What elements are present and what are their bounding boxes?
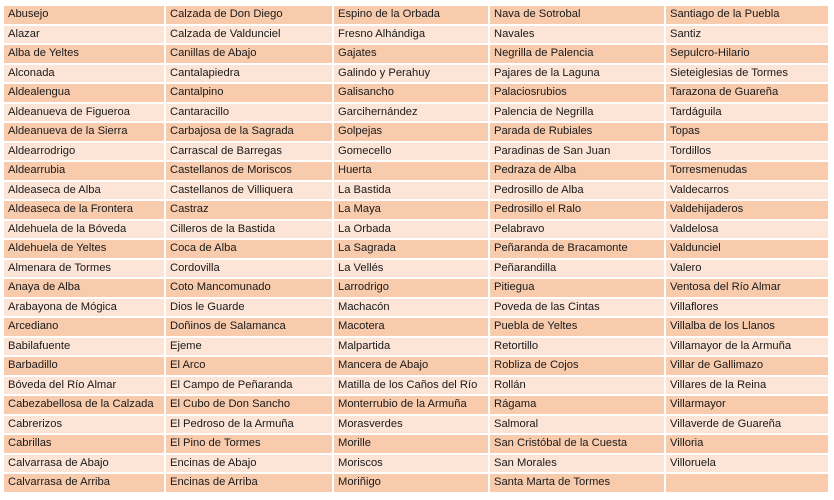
table-cell: Cantalpino (166, 84, 332, 102)
table-body (4, 6, 828, 492)
table-cell: Valdecarros (666, 182, 828, 200)
table-row (4, 104, 828, 122)
table-cell: Almenara de Tormes (4, 260, 164, 278)
table-cell: Salmoral (490, 416, 664, 434)
table-cell: Cordovilla (166, 260, 332, 278)
table-row (4, 455, 828, 473)
table-cell: La Maya (334, 201, 488, 219)
table-cell: Nava de Sotrobal (490, 6, 664, 24)
table-cell: Galisancho (334, 84, 488, 102)
table-row (4, 201, 828, 219)
table-cell: Retortillo (490, 338, 664, 356)
table-cell: Ejeme (166, 338, 332, 356)
table-cell: Navales (490, 26, 664, 44)
table-cell: La Vellés (334, 260, 488, 278)
table-cell: El Pino de Tormes (166, 435, 332, 453)
table-row (4, 396, 828, 414)
table-row (4, 260, 828, 278)
table-cell: Pelabravo (490, 221, 664, 239)
table-cell: Alba de Yeltes (4, 45, 164, 63)
table-cell: Gajates (334, 45, 488, 63)
table-cell: Puebla de Yeltes (490, 318, 664, 336)
table-cell: Morille (334, 435, 488, 453)
table-cell: Alconada (4, 65, 164, 83)
table-cell: Bóveda del Río Almar (4, 377, 164, 395)
table-cell: Moriñigo (334, 474, 488, 492)
table-row (4, 474, 828, 492)
table-cell: Valdehijaderos (666, 201, 828, 219)
table-cell: El Pedroso de la Armuña (166, 416, 332, 434)
table-cell: Cabrerizos (4, 416, 164, 434)
table-cell: Aldealengua (4, 84, 164, 102)
table-cell: Tarazona de Guareña (666, 84, 828, 102)
table-cell: Babilafuente (4, 338, 164, 356)
table-cell: Anaya de Alba (4, 279, 164, 297)
table-row (4, 279, 828, 297)
table-cell: Pedraza de Alba (490, 162, 664, 180)
table-row (4, 416, 828, 434)
table-cell: Encinas de Abajo (166, 455, 332, 473)
table-cell: Aldearrubia (4, 162, 164, 180)
table-cell (666, 474, 828, 492)
table-cell: El Arco (166, 357, 332, 375)
table-cell: Aldeaseca de Alba (4, 182, 164, 200)
table-cell: Topas (666, 123, 828, 141)
table-cell: Arcediano (4, 318, 164, 336)
table-cell: Doñinos de Salamanca (166, 318, 332, 336)
table-cell: Morasverdes (334, 416, 488, 434)
table-cell: Sieteiglesias de Tormes (666, 65, 828, 83)
table-cell: Calvarrasa de Abajo (4, 455, 164, 473)
table-cell: Cantalapiedra (166, 65, 332, 83)
table-cell: Arabayona de Mógica (4, 299, 164, 317)
table-cell: Peñaranda de Bracamonte (490, 240, 664, 258)
table-cell: Pedrosillo el Ralo (490, 201, 664, 219)
table-cell: Moriscos (334, 455, 488, 473)
table-row (4, 357, 828, 375)
table-cell: Matilla de los Caños del Río (334, 377, 488, 395)
table-cell: Aldehuela de la Bóveda (4, 221, 164, 239)
table-cell: Tordillos (666, 143, 828, 161)
table-cell: Aldeanueva de Figueroa (4, 104, 164, 122)
table-cell: Villares de la Reina (666, 377, 828, 395)
table-cell: Garcihernández (334, 104, 488, 122)
table-cell: Villarmayor (666, 396, 828, 414)
table-cell: La Bastida (334, 182, 488, 200)
table-cell: Robliza de Cojos (490, 357, 664, 375)
table-cell: Parada de Rubiales (490, 123, 664, 141)
table-cell: Villamayor de la Armuña (666, 338, 828, 356)
table-cell: Calvarrasa de Arriba (4, 474, 164, 492)
table-cell: Villaflores (666, 299, 828, 317)
table-cell: Cabezabellosa de la Calzada (4, 396, 164, 414)
table-row (4, 299, 828, 317)
table-row (4, 143, 828, 161)
table-cell: Torresmenudas (666, 162, 828, 180)
table-row (4, 318, 828, 336)
table-cell: Aldeanueva de la Sierra (4, 123, 164, 141)
municipality-table (2, 4, 830, 494)
table-cell: Valdelosa (666, 221, 828, 239)
table-cell: Palaciosrubios (490, 84, 664, 102)
table-cell: Alazar (4, 26, 164, 44)
table-cell: Valdunciel (666, 240, 828, 258)
table-cell: Castraz (166, 201, 332, 219)
table-cell: Valero (666, 260, 828, 278)
table-row (4, 377, 828, 395)
table-cell: Malpartida (334, 338, 488, 356)
table-row (4, 240, 828, 258)
table-cell: Villoria (666, 435, 828, 453)
table-cell: Paradinas de San Juan (490, 143, 664, 161)
table-cell: Santa Marta de Tormes (490, 474, 664, 492)
table-cell: Barbadillo (4, 357, 164, 375)
table-cell: Villaverde de Guareña (666, 416, 828, 434)
table-cell: Aldearrodrigo (4, 143, 164, 161)
table-row (4, 84, 828, 102)
table-cell: El Campo de Peñaranda (166, 377, 332, 395)
table-cell: Mancera de Abajo (334, 357, 488, 375)
table-cell: San Morales (490, 455, 664, 473)
table-row (4, 26, 828, 44)
table-cell: Palencia de Negrilla (490, 104, 664, 122)
table-cell: Golpejas (334, 123, 488, 141)
table-cell: Cantaracillo (166, 104, 332, 122)
table-cell: Gomecello (334, 143, 488, 161)
table-cell: Calzada de Valdunciel (166, 26, 332, 44)
table-cell: Santiz (666, 26, 828, 44)
table-cell: Macotera (334, 318, 488, 336)
table-row (4, 6, 828, 24)
table-cell: Sepulcro-Hilario (666, 45, 828, 63)
table-cell: Fresno Alhándiga (334, 26, 488, 44)
table-cell: Peñarandilla (490, 260, 664, 278)
table-row (4, 65, 828, 83)
table-cell: Aldehuela de Yeltes (4, 240, 164, 258)
table-cell: La Sagrada (334, 240, 488, 258)
table-cell: Huerta (334, 162, 488, 180)
table-cell: Cilleros de la Bastida (166, 221, 332, 239)
table-cell: Villoruela (666, 455, 828, 473)
table-cell: Monterrubio de la Armuña (334, 396, 488, 414)
table-cell: Coto Mancomunado (166, 279, 332, 297)
table-cell: Abusejo (4, 6, 164, 24)
table-row (4, 221, 828, 239)
table-cell: Carrascal de Barregas (166, 143, 332, 161)
table-cell: Castellanos de Villiquera (166, 182, 332, 200)
table-row (4, 45, 828, 63)
table-cell: Castellanos de Moriscos (166, 162, 332, 180)
table-cell: Villalba de los Llanos (666, 318, 828, 336)
table-cell: Pedrosillo de Alba (490, 182, 664, 200)
table-cell: Villar de Gallimazo (666, 357, 828, 375)
table-row (4, 338, 828, 356)
table-cell: Dios le Guarde (166, 299, 332, 317)
table-cell: El Cubo de Don Sancho (166, 396, 332, 414)
table-cell: Rágama (490, 396, 664, 414)
table-cell: Ventosa del Río Almar (666, 279, 828, 297)
table-cell: Tardáguila (666, 104, 828, 122)
table-row (4, 435, 828, 453)
table-cell: La Orbada (334, 221, 488, 239)
table-cell: Encinas de Arriba (166, 474, 332, 492)
table-cell: Negrilla de Palencia (490, 45, 664, 63)
table-cell: Espino de la Orbada (334, 6, 488, 24)
table-cell: Poveda de las Cintas (490, 299, 664, 317)
table-cell: Santiago de la Puebla (666, 6, 828, 24)
table-cell: Pajares de la Laguna (490, 65, 664, 83)
table-cell: Carbajosa de la Sagrada (166, 123, 332, 141)
table-cell: Canillas de Abajo (166, 45, 332, 63)
table-cell: Pitiegua (490, 279, 664, 297)
table-row (4, 162, 828, 180)
table-cell: Cabrillas (4, 435, 164, 453)
table-cell: Galindo y Perahuy (334, 65, 488, 83)
table-row (4, 182, 828, 200)
table-cell: Calzada de Don Diego (166, 6, 332, 24)
table-cell: Coca de Alba (166, 240, 332, 258)
table-cell: Machacón (334, 299, 488, 317)
table-row (4, 123, 828, 141)
table-cell: San Cristóbal de la Cuesta (490, 435, 664, 453)
table-cell: Rollán (490, 377, 664, 395)
table-cell: Aldeaseca de la Frontera (4, 201, 164, 219)
table-cell: Larrodrigo (334, 279, 488, 297)
